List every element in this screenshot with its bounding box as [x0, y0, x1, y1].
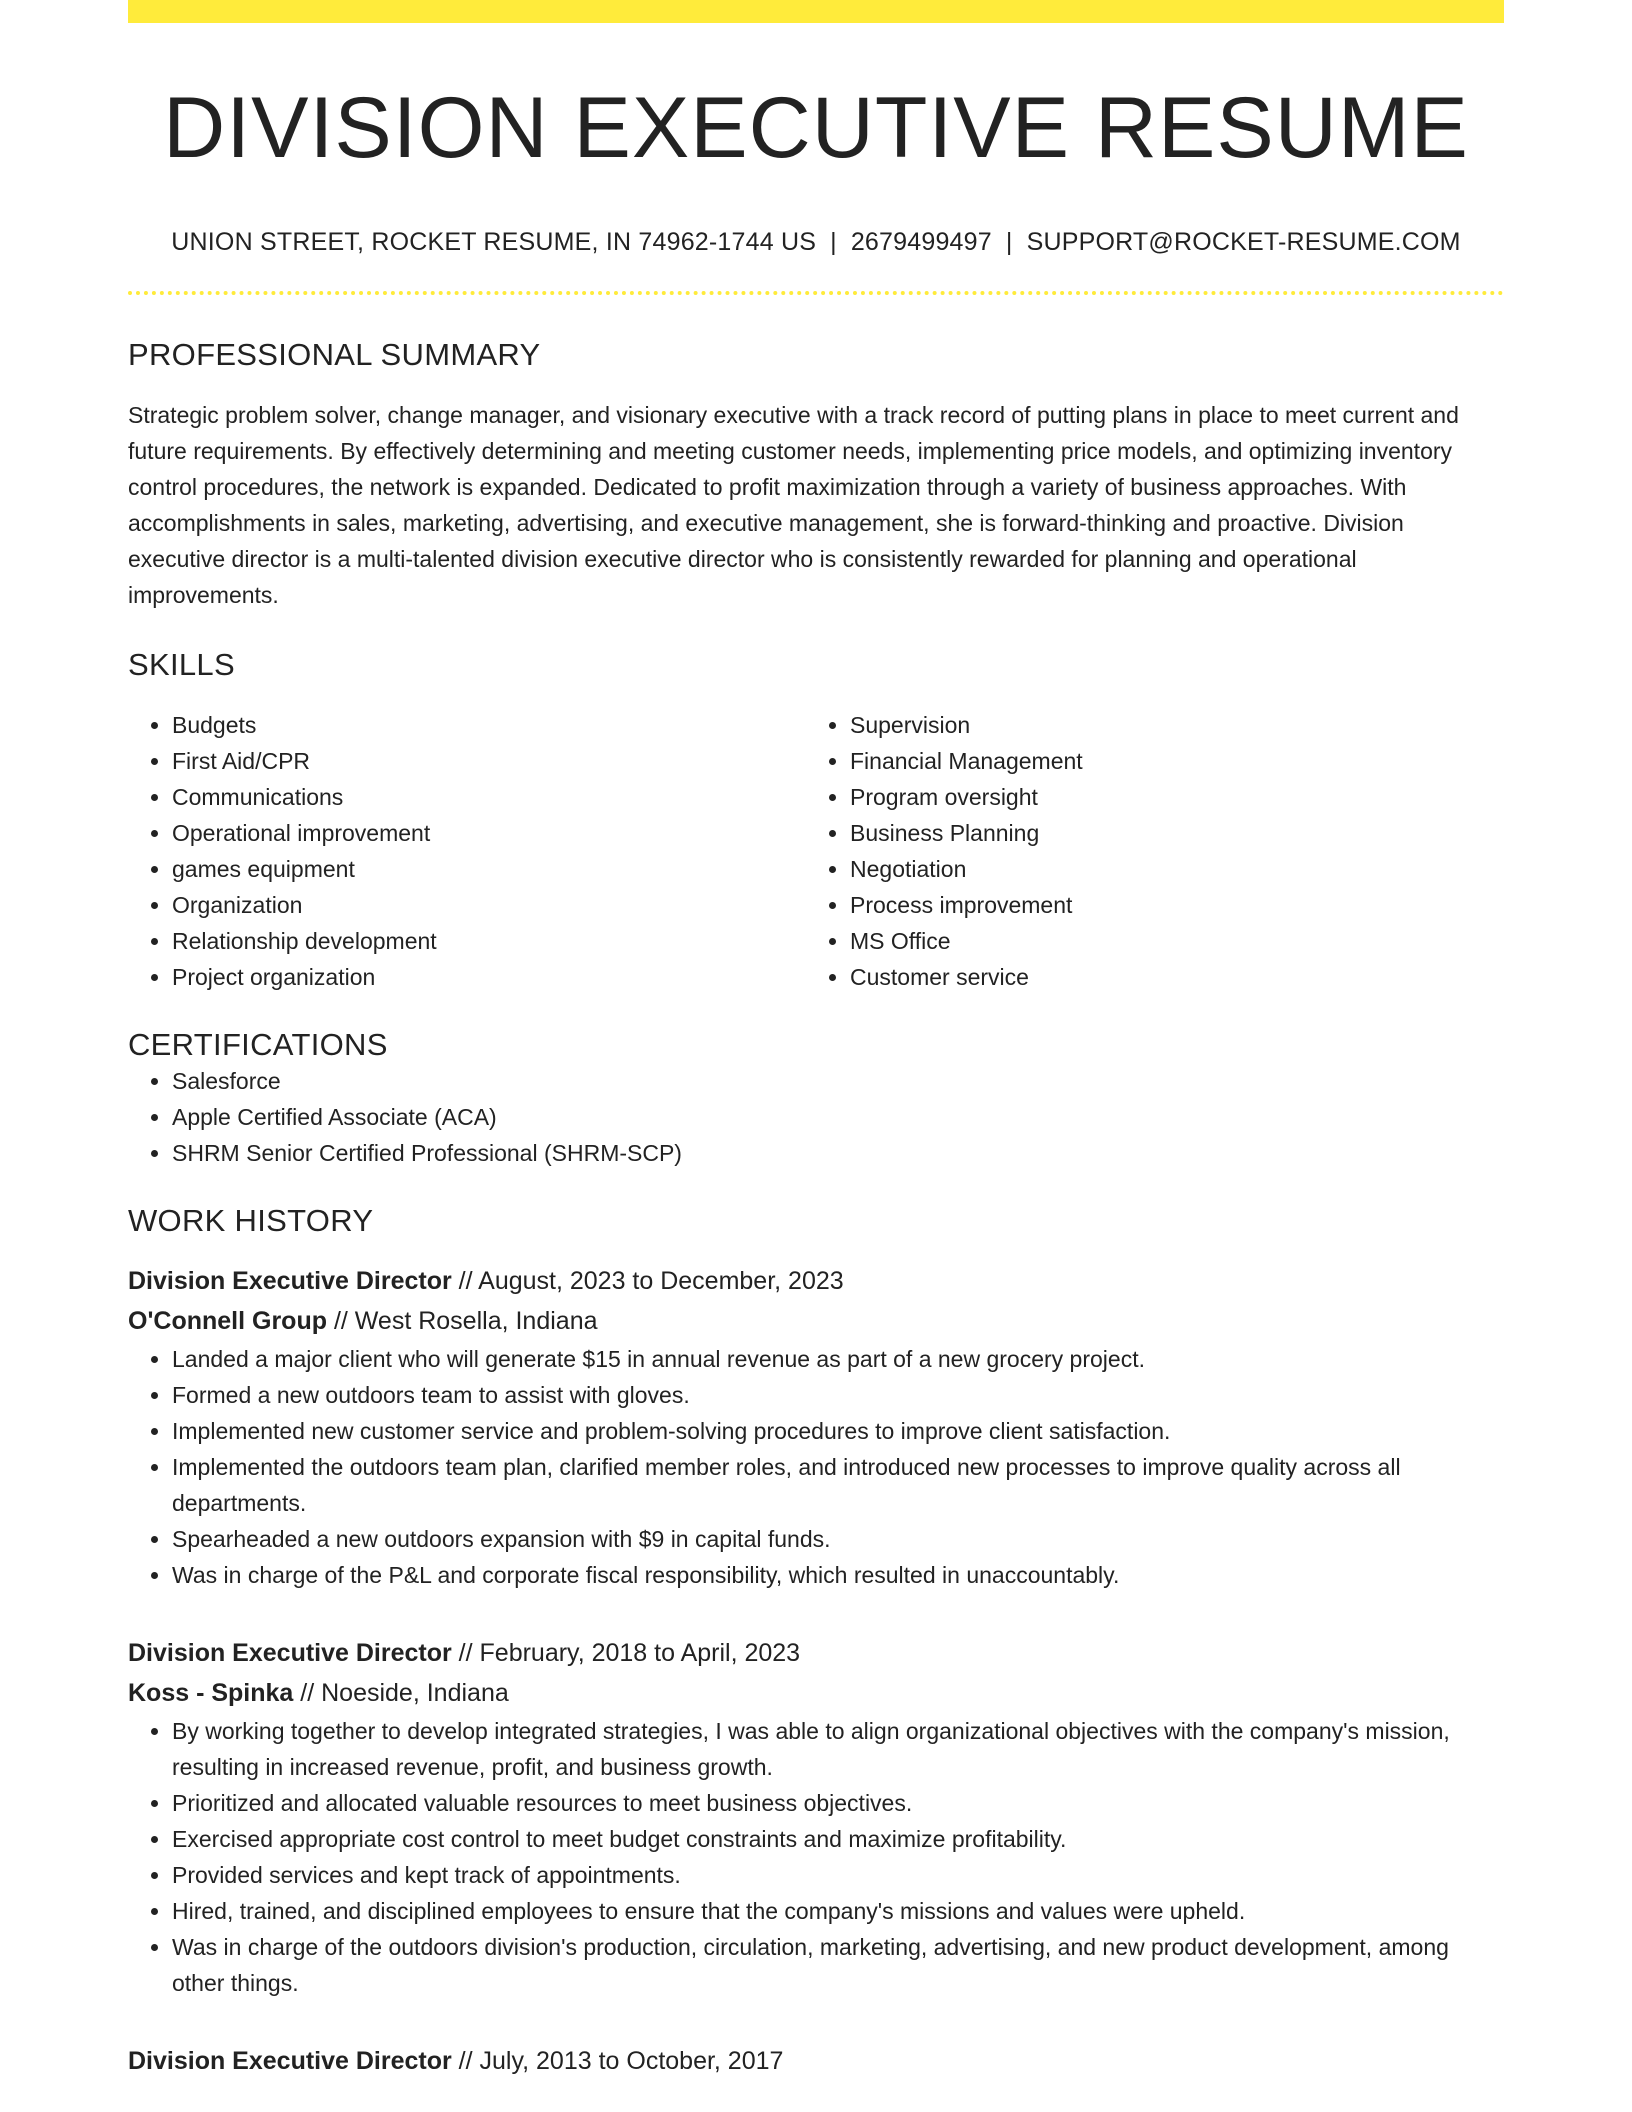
skills-list-left	[128, 707, 806, 995]
job-location: // West Rosella, Indiana	[327, 1306, 598, 1335]
skill-item: • Financial Management	[850, 743, 1484, 779]
skills-columns	[128, 707, 1504, 995]
contact-address: UNION STREET, ROCKET RESUME, IN 74962-1744 US	[171, 227, 817, 256]
job-bullet: • By working together to develop integrated strategies, I was able to align organizational objectives with the company's mission, resulting in increased revenue, profit, and business growth.	[172, 1713, 1504, 1785]
job-bullet: • Landed a major client who will generate $15 in annual revenue as part of a new grocery project.	[172, 1341, 1504, 1377]
skill-item: • Supervision	[850, 707, 1484, 743]
resume-page	[128, 0, 1504, 2081]
skill-item: • Communications	[172, 779, 806, 815]
certification-item: • Apple Certified Associate (ACA)	[172, 1099, 1504, 1135]
job-dates: // July, 2013 to October, 2017	[451, 2046, 784, 2075]
certification-item: • SHRM Senior Certified Professional (SHRM-SCP)	[172, 1135, 1504, 1171]
skill-item: • Project organization	[172, 959, 806, 995]
work-history-heading: WORK HISTORY	[128, 1202, 374, 1238]
skill-item: • Negotiation	[850, 851, 1484, 887]
skill-item: • Budgets	[172, 707, 806, 743]
job-company-line	[128, 1673, 1504, 1713]
job-bullet: • Was in charge of the outdoors division's production, circulation, marketing, advertising, and new product development, among other things.	[172, 1929, 1504, 2001]
job-bullet: • Implemented the outdoors team plan, clarified member roles, and introduced new processes to improve quality across all departments.	[172, 1449, 1504, 1521]
skills-column-right	[806, 707, 1484, 995]
skill-item: • games equipment	[172, 851, 806, 887]
skill-item: • First Aid/CPR	[172, 743, 806, 779]
contact-separator: |	[830, 227, 837, 256]
work-history-list	[128, 1261, 1504, 2081]
contact-email: SUPPORT@ROCKET-RESUME.COM	[1026, 227, 1461, 256]
job-entry	[128, 1633, 1504, 2001]
skill-item: • Process improvement	[850, 887, 1484, 923]
job-company: O'Connell Group	[128, 1306, 327, 1335]
job-dates: // February, 2018 to April, 2023	[451, 1638, 801, 1667]
job-title-line	[128, 1261, 1504, 1301]
job-title-line	[128, 1633, 1504, 1673]
job-entry	[128, 1261, 1504, 1593]
skills-column-left	[128, 707, 806, 995]
resume-title: DIVISION EXECUTIVE RESUME	[163, 80, 1469, 176]
job-entry	[128, 2041, 1504, 2081]
skill-item: • Program oversight	[850, 779, 1484, 815]
header-divider	[128, 291, 1504, 295]
summary-text: Strategic problem solver, change manager, and visionary executive with a track record of putting plans in place to meet current and future requirements. By effectively determining and meeting customer needs, implementing price models, and optimizing inventory control procedures, the network is expanded. Dedicated to profit maximization through a variety of business approaches. With accomplishments in sales, marketing, advertising, and executive management, she is forward-thinking and proactive. Division executive director is a multi-talented division executive director who is consistently rewarded for planning and operational improvements.	[128, 401, 1459, 608]
job-title-line	[128, 2041, 1504, 2081]
job-title: Division Executive Director	[128, 1638, 452, 1667]
certifications-list	[128, 1063, 1504, 1171]
job-company-line	[128, 1301, 1504, 1341]
job-company: Koss - Spinka	[128, 1678, 294, 1707]
skill-item: • Organization	[172, 887, 806, 923]
job-location: // Noeside, Indiana	[293, 1678, 509, 1707]
skill-item: • MS Office	[850, 923, 1484, 959]
job-bullet: • Formed a new outdoors team to assist with gloves.	[172, 1377, 1504, 1413]
job-bullet: • Spearheaded a new outdoors expansion with $9 in capital funds.	[172, 1521, 1504, 1557]
top-accent-bar	[128, 0, 1504, 23]
job-title: Division Executive Director	[128, 1266, 452, 1295]
job-bullets	[128, 1341, 1504, 1593]
job-title: Division Executive Director	[128, 2046, 452, 2075]
job-dates: // August, 2023 to December, 2023	[451, 1266, 844, 1295]
skills-list-right	[806, 707, 1484, 995]
skill-item: • Business Planning	[850, 815, 1484, 851]
job-bullet: • Provided services and kept track of appointments.	[172, 1857, 1504, 1893]
certifications-heading: CERTIFICATIONS	[128, 1026, 388, 1062]
skill-item: • Operational improvement	[172, 815, 806, 851]
job-bullets	[128, 1713, 1504, 2001]
summary-heading: PROFESSIONAL SUMMARY	[128, 336, 541, 372]
contact-separator: |	[1005, 227, 1013, 256]
contact-phone: 2679499497	[850, 227, 992, 256]
job-bullet: • Prioritized and allocated valuable resources to meet business objectives.	[172, 1785, 1504, 1821]
skill-item: • Customer service	[850, 959, 1484, 995]
skills-heading: SKILLS	[128, 646, 235, 682]
job-bullet: • Implemented new customer service and problem-solving procedures to improve client satisfaction.	[172, 1413, 1504, 1449]
job-bullet: • Was in charge of the P&L and corporate fiscal responsibility, which resulted in unaccountably.	[172, 1557, 1504, 1593]
job-bullet: • Hired, trained, and disciplined employees to ensure that the company's missions and values were upheld.	[172, 1893, 1504, 1929]
contact-line	[128, 228, 1504, 257]
certification-item: • Salesforce	[172, 1063, 1504, 1099]
job-bullet: • Exercised appropriate cost control to meet budget constraints and maximize profitability.	[172, 1821, 1504, 1857]
skill-item: • Relationship development	[172, 923, 806, 959]
